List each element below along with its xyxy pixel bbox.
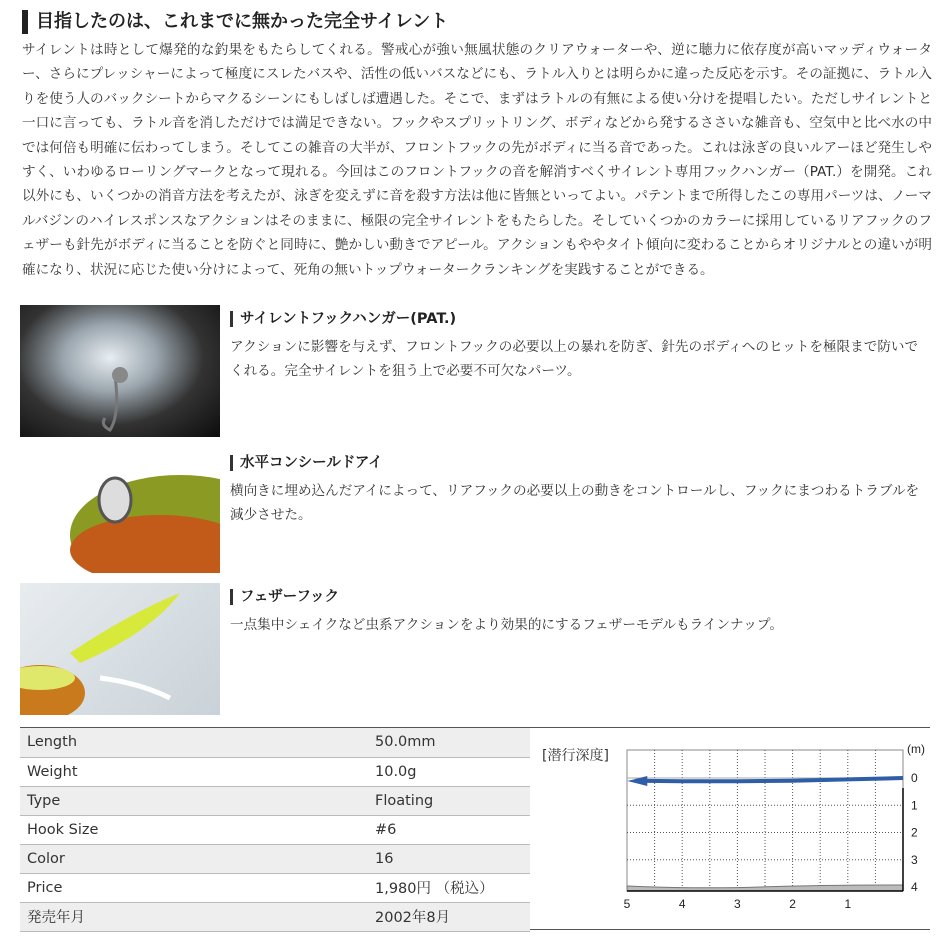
concealed-eye-photo: [20, 450, 220, 573]
page-title: 目指したのは、これまでに無かった完全サイレント: [22, 10, 448, 34]
spec-label: Length: [20, 728, 368, 757]
y-tick-label: 3: [911, 852, 918, 867]
y-unit-label: (m): [907, 742, 925, 756]
feather-hook-photo: [20, 583, 220, 715]
feature-text: アクションに影響を与えず、フロントフックの必要以上の暴れを防ぎ、針先のボディへのヒットを極限まで防いでくれる。完全サイレントを狙う上で必要不可欠なパーツ。: [230, 339, 919, 380]
depth-chart: [600, 735, 940, 910]
spec-label: Type: [20, 786, 368, 815]
spec-row: [20, 873, 530, 902]
feature-title: フェザーフック: [230, 589, 930, 605]
feature-title: サイレントフックハンガー(PAT.): [230, 311, 930, 327]
spec-label: Hook Size: [20, 815, 368, 844]
feature-concealed-eye: [230, 455, 930, 528]
spec-value: 1,980円 （税込）: [368, 873, 530, 902]
spec-row: [20, 844, 530, 873]
spec-value: 2002年8月: [368, 902, 530, 931]
intro-text: サイレントは時として爆発的な釣果をもたらしてくれる。警戒心が強い無風状態のクリアウォーターや、逆に聴力に依存度が高いマッディウォーター、さらにプレッシャーによって極度にスレたバスや、活性の低いバスなどにも、ラトル入りとは明らかに違った反応を示す。その証拠に、ラトル入りを使う人のバックシートからマクるシーンにもしばしば遭遇した。そこで、まずはラトルの有無による使い分けを提唱したい。ただしサイレントと一口に言っても、ラトル音を消しただけでは満足できない。フックやスプリットリング、ボディなどから発するささいな雑音も、空気中と比べ水の中では何倍も明確に伝わってしまう。そしてこの雑音の大半が、フロントフックの先がボディに当る音であった。これは泳ぎの良いルアーほど発生しやすく、いわゆるローリングマークとなって現れる。今回はこのフロントフックの音を解消すべくサイレント専用フックハンガー（PAT.）を開発。これ以外にも、いくつかの消音方法を考えたが、泳ぎを変えずに音を殺す方法は他に皆無といってよい。パテントまで所得したこの専用パーツは、ノーマルバジンのハイレスポンスなアクションはそのままに、極限の完全サイレントをもたらした。そしていくつかのカラーに採用しているリアフックのフェザーも針先がボディに当ることを防ぐと同時に、艶かしい動きでアピール。アクションもややタイト傾向に変わることからオリジナルとの違いが明確になり、状況に応じた使い分けによって、死角の無いトップウォータークランキングを実践することができる。: [22, 42, 932, 278]
divider: [530, 929, 930, 930]
feature-feather-hook: [230, 589, 930, 637]
x-tick-label: 2: [789, 897, 796, 910]
feature-title: 水平コンシールドアイ: [230, 455, 930, 471]
x-tick-label: 3: [734, 897, 741, 910]
feature-hook-hanger: [230, 311, 930, 384]
spec-value: Floating: [368, 786, 530, 815]
spec-value: 16: [368, 844, 530, 873]
spec-row: [20, 757, 530, 786]
spec-row: [20, 728, 530, 757]
spec-label: Price: [20, 873, 368, 902]
spec-label: 発売年月: [20, 902, 368, 931]
spec-label: Weight: [20, 757, 368, 786]
feature-text: 一点集中シェイクなど虫系アクションをより効果的にするフェザーモデルもラインナップ。: [230, 617, 783, 633]
x-tick-label: 5: [623, 897, 631, 910]
y-tick-label: 0: [911, 771, 918, 785]
x-tick-label: 4: [678, 897, 686, 910]
spec-value: #6: [368, 815, 530, 844]
hook-hanger-photo: [20, 305, 220, 437]
spec-value: 10.0g: [368, 757, 530, 786]
spec-row: [20, 815, 530, 844]
spec-value: 50.0mm: [368, 728, 530, 757]
y-tick-label: 4: [911, 880, 918, 894]
spec-row: [20, 902, 530, 931]
spec-row: [20, 786, 530, 815]
depth-chart-title: [潜行深度]: [542, 748, 609, 764]
feature-text: 横向きに埋め込んだアイによって、リアフックの必要以上の動きをコントロールし、フックにまつわるトラブルを減少させた。: [230, 483, 920, 524]
y-tick-label: 1: [911, 798, 918, 813]
y-tick-label: 2: [911, 825, 918, 840]
spec-label: Color: [20, 844, 368, 873]
spec-table: [20, 728, 530, 932]
x-tick-label: 1: [844, 897, 852, 910]
